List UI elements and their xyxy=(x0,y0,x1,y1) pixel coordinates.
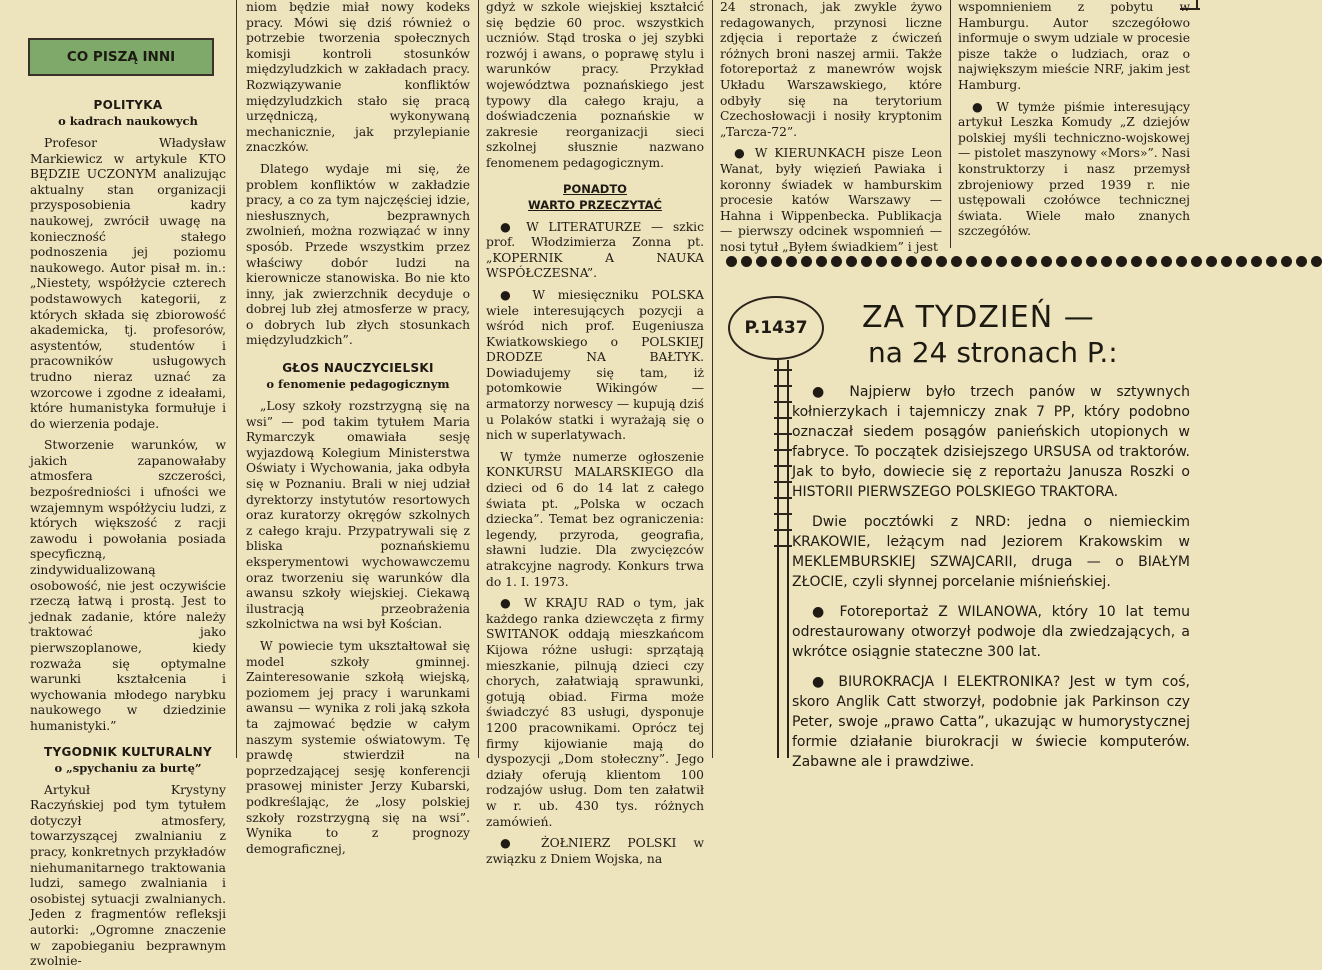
dot-separator xyxy=(726,256,1200,270)
promo-headline xyxy=(862,300,1192,370)
article-paragraph: 24 stronach, jak zwykle żywo redagowanych, przynosi liczne zdjęcia i reportaże z ćwiczeń różnych broni naszej armii. Także fotoreportaż z manewrów wojsk Układu Warszawskiego, które odbyły się na terytorium Czechosłowacji i nosiły kryptonim „Tarcza-72”. xyxy=(720,0,942,139)
promo-paragraph: Dwie pocztówki z NRD: jedna o niemieckim KRAKOWIE, leżącym nad Jeziorem Krakowskim w MEKLEMBURSKIEJ SZWAJCARII, druga — o BIAŁYM ZŁOCIE, czyli słynnej porcelanie miśnieńskiej. xyxy=(792,514,1190,590)
article-paragraph: W tymże numerze ogłoszenie KONKURSU MALARSKIEGO dla dzieci od 6 do 14 lat z całego świata pt. „Polska w oczach dziecka”. Temat bez ograniczenia: legendy, przyroda, geografia, sławni ludzie. Dla zwycięzców atrakcyjne nagrody. Konkurs trwa do 1. I. 1973. xyxy=(486,449,704,589)
column-4 xyxy=(720,0,942,254)
section-title-ponadto: PONADTO xyxy=(563,181,627,196)
promo-headline-line1: ZA TYDZIEŃ — xyxy=(862,300,1095,335)
column-rule xyxy=(950,0,951,248)
rail-track-icon xyxy=(774,360,792,758)
article-paragraph: gdyż w szkole wiejskiej kształcić się będzie 60 proc. wszystkich uczniów. Stąd troska o jej szybki rozwój i awans, o poprawę stylu i warunków pracy. Przykład województwa poznańskiego jest typowy dla całego kraju, a doświadczenia poznańskie w zakresie reorganizacji sieci szkolnej słusznie nazwano fenomenem pedagogicznym. xyxy=(486,0,704,170)
article-paragraph: ● W KIERUNKACH pisze Leon Wanat, były więzień Pawiaka i koronny świadek w hamburskim procesie katów Warszawy — Hahna i Wippenbecka. Publikacja — pierwszy odcinek wspomnień — nosi tytuł „Byłem świadkiem” i jest xyxy=(720,146,942,254)
column-5 xyxy=(958,0,1190,250)
promo-paragraph: ● Fotoreportaż Z WILANOWA, który 10 lat temu odrestaurowany otworzył podwoje dla zwiedzających, a wkrótce osiągnie stateczne 300 lat. xyxy=(792,604,1190,660)
column-rule xyxy=(478,0,479,758)
section-subtitle: o kadrach naukowych xyxy=(58,114,198,128)
issue-badge-label: P.1437 xyxy=(744,318,808,338)
column-3 xyxy=(486,0,704,866)
promo-headline-line2: na 24 stronach P.: xyxy=(868,336,1118,369)
article-paragraph: wspomnieniem z pobytu w Hamburgu. Autor szczegółowo informuje o swym udziale w procesie pisze także o ludziach, oraz o największym mieście NRF, jakim jest Hamburg. xyxy=(958,0,1190,92)
column-2 xyxy=(246,0,470,856)
section-header-box xyxy=(28,38,214,76)
article-paragraph: Dlatego wydaje mi się, że problem konfliktów w zakładzie pracy, a co za tym najczęściej idzie, niesłusznych, bezprawnych zwolnień, można rozwiązać w inny sposób. Przede wszystkim przez właściwy dobór ludzi na kierownicze stanowiska. Bo nie kto inny, jak zwierzchnik decyduje o dobrej lub złej atmosferze w pracy, o dobrych lub złych stosunkach międzyludzkich”. xyxy=(246,161,470,348)
section-subtitle: o fenomenie pedagogicznym xyxy=(266,377,450,392)
article-paragraph: Profesor Władysław Markiewicz w artykule KTO BĘDZIE UCZONYM analizując aktualny stan organizacji przysposobienia kadry naukowej, zwrócił uwagę na konieczność stałego podnoszenia jej poziomu naukowego. Autor pisał m. in.: „Niestety, współżycie czterech podstawowych kategorii, z których składa się zbiorowość akademicka, tj. profesorów, asystentów, studentów i pracowników usługowych trudno nieraz uznać za wzorcowe i zgodne z ideałami, które humanistyka formułuje i do wierzenia podaje. xyxy=(30,136,226,431)
promo-paragraph: ● BIUROKRACJA I ELEKTRONIKA? Jest w tym coś, skoro Anglik Catt stworzył, podobnie jak Parkinson czy Peter, swoje „prawo Catta”, ukazując w humorystycznej formie działanie biurokracji w świecie komputerów. Zabawne ale i prawdziwe. xyxy=(792,674,1190,770)
column-1 xyxy=(30,92,226,969)
section-title-tygodnik: TYGODNIK KULTURALNY xyxy=(44,744,212,759)
article-paragraph: ● W tymże piśmie interesujący artykuł Leszka Komudy „Z dziejów polskiej myśli techniczno-wojskowej — pistolet maszynowy «Mors»”. Nasi konstruktorzy i nasz przemysł zbrojeniowy przed 1939 r. nie ustępowali czołówce technicznej świata. Wiele mało znanych szczegółów. xyxy=(958,99,1190,239)
article-paragraph: „Losy szkoły rozstrzygną się na wsi” — pod takim tytułem Maria Rymarczyk omawiała sesję wyjazdową Kolegium Ministerstwa Oświaty i Wychowania, jaka odbyła się w Poznaniu. Brali w niej udział dyrektorzy instytutów resortowych oraz kuratorzy okręgów szkolnych z całego kraju. Przypatrywali się z bliska poznańskiemu eksperymentowi wychowawczemu oraz tworzeniu się warunków dla awansu szkoły wiejskiej. Ciekawą ilustracją przeobrażenia szkolnictwa na wsi był Kościan. xyxy=(246,399,470,632)
section-subtitle: o „spychaniu za burtę” xyxy=(54,760,202,775)
promo-body xyxy=(792,382,1190,770)
section-header-label: CO PISZĄ INNI xyxy=(66,49,176,65)
article-paragraph: ● W KRAJU RAD o tym, jak każdego ranka dziewczęta z firmy SWITANOK oddają mieszkańcom Kijowa różne usługi: sprzątają mieszkanie, pilnują dzieci czy chorych, załatwiają sprawunki, gotują obiad. Firma może świadczyć 83 usługi, dysponuje 1200 pracownikami. Oprócz tej firmy kijowianie mają do dyspozycji „Dom stołeczny”. Jego działy oferują klientom 100 rodzajów usług. Dom ten załatwił w r. ub. 430 tys. różnych zamówień. xyxy=(486,596,704,829)
column-rule xyxy=(712,0,713,758)
article-paragraph: ● W miesięczniku POLSKA wiele interesujących pozycji a wśród nich prof. Eugeniusza Kwiatkowskiego o POLSKIEJ DRODZE NA BAŁTYK. Dowiadujemy się tam, iż potomkowie Wikingów — armatorzy norwescy — kupują dziś u Polaków statki i wyrażają się o nich w superlatywach. xyxy=(486,287,704,443)
article-paragraph: ● ŻOŁNIERZ POLSKI w związku z Dniem Wojska, na xyxy=(486,836,704,866)
section-title-polityka: POLITYKA xyxy=(93,98,163,112)
issue-badge xyxy=(728,296,824,360)
article-paragraph: Stworzenie warunków, w jakich zapanowałaby atmosfera szczerości, bezpośredniości i ufności we wzajemnym współżyciu ludzi, z których większość z racji zawodu i powołania posiada specyficzną, zindywidualizowaną osobowość, nie jest oczywiście rzeczą łatwą i prostą. Jest to jednak zadanie, które należy traktować jako pierwszoplanowe, kiedy rozważa się optymalne warunki kształcenia i wychowania młodego narybku naukowego w dziedzinie humanistyki.” xyxy=(30,438,226,733)
article-paragraph: W powiecie tym ukształtował się model szkoły gminnej. Zainteresowanie szkołą wiejską, poziomem jej pracy i warunkami awansu — wynika z roli jaką szkoła ta zajmować będzie w całym naszym systemie oświatowym. Tę prawdę stwierdził na poprzedzającej sesję konferencji prasowej minister Jerzy Kubarski, podkreślając, że „losy polskiej szkoły rozstrzygną się na wsi”. Wynika to z prognozy demograficznej, xyxy=(246,638,470,856)
article-paragraph: ● W LITERATURZE — szkic prof. Włodzimierza Zonna pt. „KOPERNIK A NAUKA WSPÓŁCZESNA”. xyxy=(486,219,704,281)
column-rule xyxy=(236,0,237,758)
section-title-glos: GŁOS NAUCZYCIELSKI xyxy=(282,361,434,376)
article-paragraph: niom będzie miał nowy kodeks pracy. Mówi się dziś również o potrzebie tworzenia społecznych komisji kontroli stosunków międzyludzkich w zakładach pracy. Rozwiązywanie konfliktów międzyludzkich stało się pracą urzędniczą, wykonywaną mechanicznie, jak przylepianie znaczków. xyxy=(246,0,470,155)
article-paragraph: Artykuł Krystyny Raczyńskiej pod tym tytułem dotyczył atmosfery, towarzyszącej zwalnianiu z pracy, konkretnych przykładów niehumanitarnego traktowania ludzi, samego zwalniania i osobistej sytuacji zwalnianych. Jeden z fragmentów refleksji autorki: „Ogromne znaczenie w zapobieganiu bezprawnym zwolnie- xyxy=(30,782,226,969)
section-subtitle-warto: WARTO PRZECZYTAĆ xyxy=(528,197,662,212)
promo-paragraph: ● Najpierw było trzech panów w sztywnych kołnierzykach i tajemniczy znak 7 PP, który podobno oznaczał siedem posągów panieńskich utopionych w fabryce. To początek dzisiejszego URSUSA od traktorów. Jak to było, dowiecie się z reportażu Janusza Roszki o HISTORII PIERWSZEGO POLSKIEGO TRAKTORA. xyxy=(792,384,1190,500)
